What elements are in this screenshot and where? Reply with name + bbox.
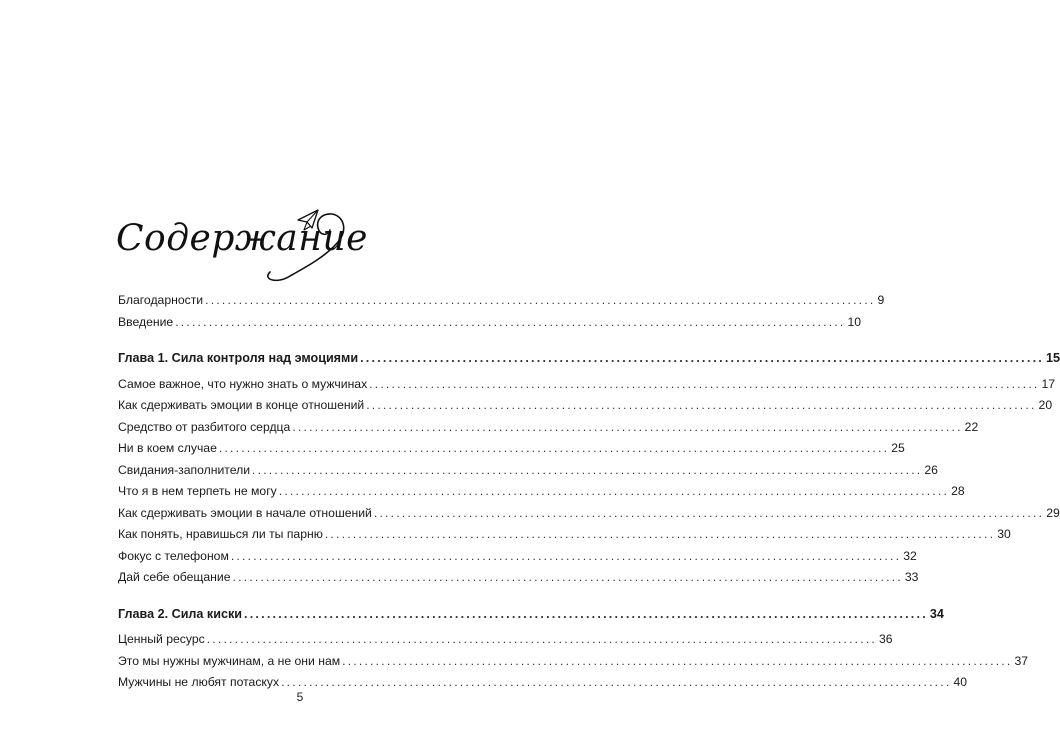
entry-title: Благодарности [118, 293, 204, 307]
entry-title: Ценный ресурс [118, 632, 205, 646]
dot-leader: ........................................................................................................................ [369, 376, 1040, 391]
section-spacer [118, 589, 454, 604]
toc-entry[interactable] [118, 567, 919, 589]
toc-entry[interactable] [118, 438, 905, 460]
dot-leader: ........................................................................................................................ [342, 653, 1013, 668]
dot-leader: ........................................................................................................................ [244, 606, 928, 621]
entry-title: Самое важное, что нужно знать о мужчинах [118, 376, 368, 391]
entry-title: Средство от разбитого сердца [118, 419, 291, 434]
entry-page-number: 10 [847, 314, 862, 329]
entry-title: Как понять, нравишься ли ты парню [118, 527, 323, 541]
toc-entry[interactable] [118, 524, 1011, 546]
chapter-entry[interactable] [118, 604, 944, 626]
entry-page-number: 9 [877, 293, 885, 307]
entry-page-number: 40 [953, 675, 967, 689]
entry-page-number: 37 [1014, 653, 1029, 668]
toc-entry[interactable] [118, 374, 1056, 396]
chapter-title: Глава 1. Сила контроля над эмоциями [118, 351, 359, 365]
entry-title: Это мы нужны мужчинам, а не они нам [118, 653, 341, 668]
dot-leader: ........................................................................................................................ [218, 441, 890, 455]
entry-title: Свидания-заполнители [118, 462, 251, 477]
entry-page-number: 30 [997, 527, 1011, 541]
dot-leader: ........................................................................................................................ [206, 632, 878, 646]
toc-entry[interactable] [118, 481, 965, 503]
toc-entry[interactable] [118, 629, 893, 651]
entry-title: Введение [118, 314, 174, 329]
dot-leader: ........................................................................................................................ [175, 314, 846, 329]
entry-page-number: 25 [891, 441, 905, 455]
entry-title: Как сдерживать эмоции в конце отношений [118, 398, 365, 412]
page-number: 5 [296, 690, 304, 704]
toc-entry[interactable] [118, 546, 917, 568]
dot-leader: ........................................................................................................................ [324, 527, 996, 541]
entry-title: Фокус с телефоном [118, 548, 229, 563]
entry-page-number: 17 [1041, 376, 1056, 391]
entry-title: Дай себе обещание [118, 570, 231, 584]
dot-leader: ........................................................................................................................ [205, 293, 876, 307]
dot-leader: ........................................................................................................................ [278, 484, 950, 498]
entry-page-number: 20 [1038, 398, 1053, 412]
table-of-contents [118, 290, 1060, 694]
entry-title: Что я в нем терпеть не могу [118, 484, 277, 498]
toc-entry[interactable] [118, 312, 862, 334]
entry-page-number: 26 [924, 462, 938, 477]
toc-entry[interactable] [118, 290, 885, 312]
entry-page-number: 15 [1045, 351, 1060, 365]
entry-page-number: 36 [879, 632, 893, 646]
dot-leader: ........................................................................................................................ [252, 462, 923, 477]
dot-leader: ........................................................................................................................ [232, 570, 903, 584]
toc-entry[interactable] [118, 651, 1029, 673]
chapter-entry[interactable] [118, 348, 1060, 370]
chapter-title: Глава 2. Сила киски [118, 606, 243, 621]
entry-page-number: 34 [929, 606, 944, 621]
dot-leader: ........................................................................................................................ [230, 548, 902, 563]
entry-page-number: 29 [1046, 505, 1060, 520]
entry-title: Ни в коем случае [118, 441, 217, 455]
dot-leader: ........................................................................................................................ [373, 505, 1045, 520]
dot-leader: ........................................................................................................................ [366, 398, 1037, 412]
toc-entry[interactable] [118, 395, 1053, 417]
toc-heading [112, 206, 372, 286]
entry-title: Мужчины не любят потаскух [118, 675, 280, 689]
toc-entry[interactable] [118, 460, 938, 482]
dot-leader: ........................................................................................................................ [281, 675, 952, 689]
toc-entry[interactable] [118, 417, 979, 439]
dot-leader: ........................................................................................................................ [360, 351, 1044, 365]
page-title: Содержание [116, 218, 368, 259]
section-spacer [118, 333, 454, 348]
entry-title: Как сдерживать эмоции в начале отношений [118, 505, 372, 520]
entry-page-number: 28 [951, 484, 965, 498]
entry-page-number: 32 [903, 548, 917, 563]
dot-leader: ........................................................................................................................ [292, 419, 963, 434]
entry-page-number: 33 [904, 570, 919, 584]
toc-entry[interactable] [118, 503, 1060, 525]
entry-page-number: 22 [964, 419, 979, 434]
